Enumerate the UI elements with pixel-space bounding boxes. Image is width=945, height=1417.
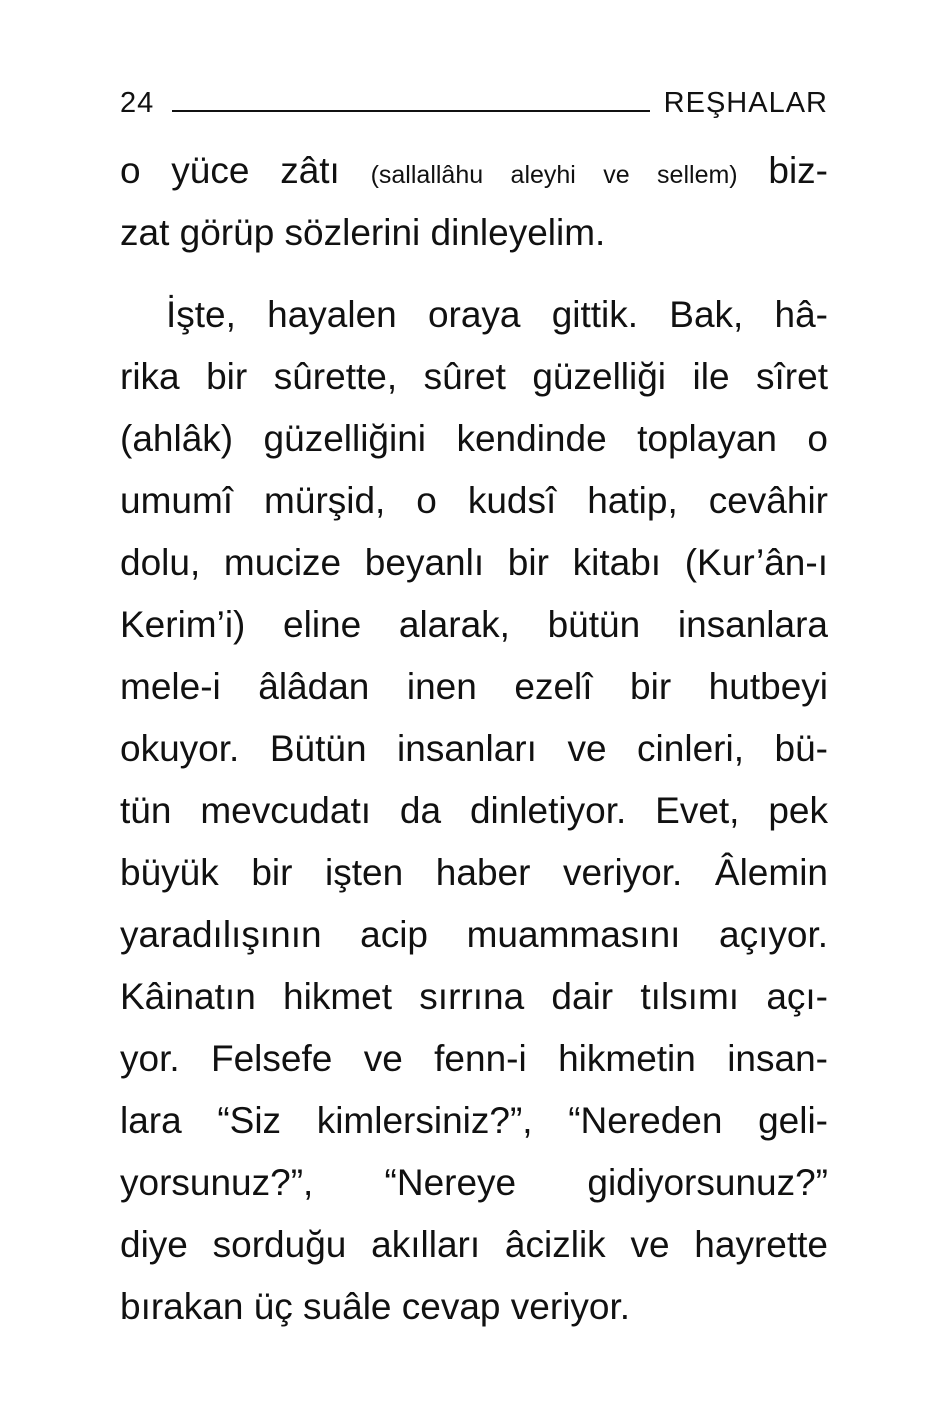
text-line: mele-i âlâdan inen ezelî bir hutbeyi bbox=[120, 666, 828, 707]
text-line: (ahlâk) güzelliğini kendinde toplayan o bbox=[120, 418, 828, 459]
text-line: rika bir sûrette, sûret güzelliği ile sîret bbox=[120, 356, 828, 397]
text-line: yorsunuz?”, “Nereye gidiyorsunuz?” bbox=[120, 1162, 828, 1203]
paragraph-gap bbox=[120, 264, 828, 284]
text-line: Kerim’i) eline alarak, bütün insanlara bbox=[120, 604, 828, 645]
text-line: diye sorduğu akılları âcizlik ve hayrette bbox=[120, 1224, 828, 1265]
page-header bbox=[120, 78, 828, 118]
text-line: zat görüp sözlerini dinleyelim. bbox=[120, 212, 606, 253]
text-line: okuyor. Bütün insanları ve cinleri, bü- bbox=[120, 728, 828, 769]
text-fragment: biz- bbox=[768, 150, 828, 191]
text-line: yaradılışının acip muammasını açıyor. bbox=[120, 914, 828, 955]
text-line: umumî mürşid, o kudsî hatip, cevâhir bbox=[120, 480, 828, 521]
text-line: dolu, mucize beyanlı bir kitabı (Kur’ân-ı bbox=[120, 542, 828, 583]
running-title: REŞHALAR bbox=[663, 87, 828, 119]
text-line: yor. Felsefe ve fenn-i hikmetin insan- bbox=[120, 1038, 828, 1079]
text-line bbox=[120, 140, 828, 202]
header-rule bbox=[172, 110, 649, 112]
text-line: tün mevcudatı da dinletiyor. Evet, pek bbox=[120, 790, 828, 831]
text-line: lara “Siz kimlersiniz?”, “Nereden geli- bbox=[120, 1100, 828, 1141]
text-fragment: o yüce zâtı bbox=[120, 150, 340, 191]
salutation-text: (sallallâhu aleyhi ve sellem) bbox=[370, 161, 738, 189]
page-number: 24 bbox=[120, 87, 155, 119]
text-line: İşte, hayalen oraya gittik. Bak, hâ- bbox=[166, 294, 828, 335]
text-line: bırakan üç suâle cevap veriyor. bbox=[120, 1286, 631, 1327]
text-line: büyük bir işten haber veriyor. Âlemin bbox=[120, 852, 828, 893]
body-text bbox=[120, 140, 828, 1338]
text-line: Kâinatın hikmet sırrına dair tılsımı açı- bbox=[120, 976, 828, 1017]
